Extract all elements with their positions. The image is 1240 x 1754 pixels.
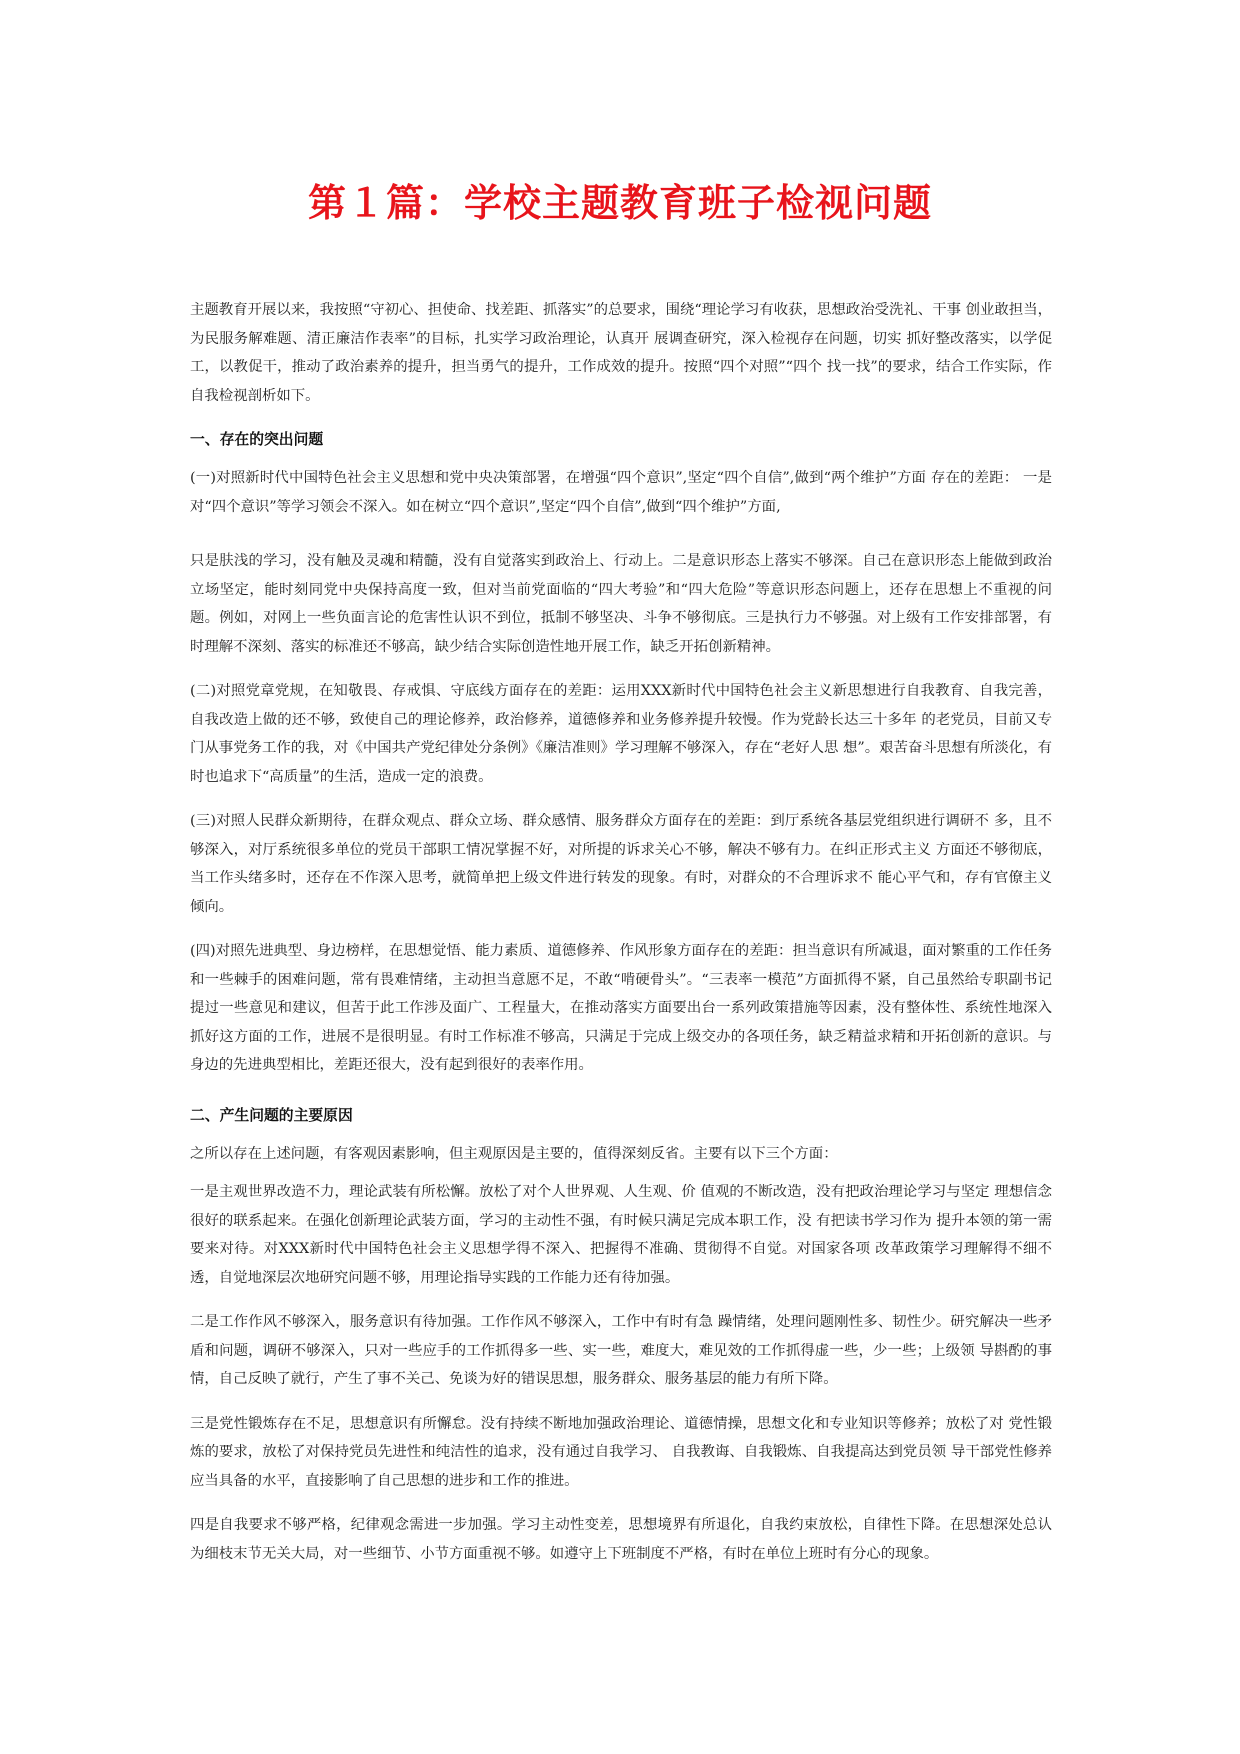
cause-paragraph-3: 三是党性锻炼存在不足，思想意识有所懈怠。没有持续不断地加强政治理论、道德情操，思想文化和专业知识等修养；放松了对 党性锻炼的要求，放松了对保持党员先进性和纯洁性的追求，没有通过自我学习、 自我教诲、自我锻炼、自我提高达到党员领 导干部党性修养应当具备的水平，直接影响了自己思想的进步和工作的推进。 bbox=[190, 1415, 1052, 1489]
document-title: 第１篇：学校主题教育班子检视问题 bbox=[307, 181, 932, 225]
cause-paragraph-1: 一是主观世界改造不力，理论武装有所松懈。放松了对个人世界观、人生观、价 值观的不断改造，没有把政治理论学习与坚定 理想信念很好的联系起来。在强化创新理论武装方面，学习的主动性不强，有时候只满足完成本职工作，没 有把读书学习作为 提升本领的第一需要来对待。对XXX新时代中国特色社会主义思想学得不深入、把握得不准确、贯彻得不自觉。对国家各项 改革政策学习理解得不细不透，自觉地深层次地研究问题不够，用理论指导实践的工作能力还有待加强。 bbox=[190, 1184, 1052, 1286]
document-body bbox=[190, 296, 1052, 1584]
cause-paragraph-4: 四是自我要求不够严格，纪律观念需进一步加强。学习主动性变差，思想境界有所退化，自我约束放松，自律性下降。在思想深处总认为细枝末节无关大局，对一些细节、小节方面重视不够。如遵守上下班制度不严格，有时在单位上班时有分心的现象。 bbox=[190, 1517, 1052, 1562]
problem-paragraph-1-continued: 只是肤浅的学习，没有触及灵魂和精髓，没有自觉落实到政治上、行动上。二是意识形态上落实不够深。自己在意识形态上能做到政治立场坚定，能时刻同党中央保持高度一致，但对当前党面临的“四大考验”和“四大危险”等意识形态问题上，还存在思想上不重视的问题。例如，对网上一些负面言论的危害性认识不到位，抵制不够坚决、斗争不够彻底。三是执行力不够强。对上级有工作安排部署，有时理解不深刻、落实的标准还不够高，缺少结合实际创造性地开展工作，缺乏开拓创新精神。 bbox=[190, 553, 1052, 655]
section-heading-problems: 一、存在的突出问题 bbox=[190, 431, 324, 448]
problem-paragraph-1: (一)对照新时代中国特色社会主义思想和党中央决策部署，在增强“四个意识”,坚定“四个自信”,做到“两个维护”方面 存在的差距： 一是对“四个意识”等学习领会不深入。如在树立“四个意识”,坚定“四个自信”,做到“四个维护”方面, bbox=[190, 470, 1052, 515]
problem-paragraph-3: (三)对照人民群众新期待，在群众观点、群众立场、群众感情、服务群众方面存在的差距：到厅系统各基层党组织进行调研不 多，且不够深入，对厅系统很多单位的党员干部职工情况掌握不好，对所提的诉求关心不够，解决不够有力。在纠正形式主义 方面还不够彻底，当工作头绪多时，还存在不作深入思考，就简单把上级文件进行转发的现象。有时，对群众的不合理诉求不 能心平气和，存有官僚主义倾向。 bbox=[190, 813, 1052, 915]
section-heading-causes: 二、产生问题的主要原因 bbox=[190, 1106, 353, 1124]
problem-paragraph-4: (四)对照先进典型、身边榜样，在思想觉悟、能力素质、道德修养、作风形象方面存在的差距：担当意识有所减退，面对繁重的工作任务和一些棘手的困难问题，常有畏难情绪，主动担当意愿不足，不敢“啃硬骨头”。“三表率一模范”方面抓得不紧，自己虽然给专职副书记提过一些意见和建议，但苦于此工作涉及面广、工程量大，在推动落实方面要出台一系列政策措施等因素，没有整体性、系统性地深入抓好这方面的工作，进展不是很明显。有时工作标准不够高，只满足于完成上级交办的各项任务，缺乏精益求精和开拓创新的意识。与身边的先进典型相比，差距还很大，没有起到很好的表率作用。 bbox=[190, 943, 1052, 1073]
cause-paragraph-2: 二是工作作风不够深入，服务意识有待加强。工作作风不够深入，工作中有时有急 躁情绪，处理问题刚性多、韧性少。研究解决一些矛盾和问题，调研不够深入，只对一些应手的工作抓得多一些、实一些，难度大，难见效的工作抓得虚一些，少一些；上级领 导斟酌的事情，自己反映了就行，产生了事不关己、免谈为好的错误思想，服务群众、服务基层的能力有所下降。 bbox=[190, 1314, 1052, 1387]
intro-paragraph: 主题教育开展以来，我按照“守初心、担使命、找差距、抓落实”的总要求，围绕“理论学习有收获，思想政治受洗礼、干事 创业敢担当，为民服务解难题、清正廉洁作表率”的目标，扎实学习政治理论，认真开 展调查研究，深入检视存在问题，切实 抓好整改落实，以学促工，以教促干，推动了政治素养的提升，担当勇气的提升，工作成效的提升。按照“四个对照”“四个 找一找”的要求，结合工作实际，作自我检视剖析如下。 bbox=[190, 302, 1052, 404]
causes-intro-paragraph: 之所以存在上述问题，有客观因素影响，但主观原因是主要的，值得深刻反省。主要有以下三个方面： bbox=[190, 1145, 838, 1162]
problem-paragraph-2: (二)对照党章党规，在知敬畏、存戒惧、守底线方面存在的差距：运用XXX新时代中国特色社会主义新思想进行自我教育、自我完善，自我改造上做的还不够，致使自己的理论修养，政治修养，道德修养和业务修养提升较慢。作为党龄长达三十多年 的老党员，目前又专门从事党务工作的我，对《中国共产党纪律处分条例》《廉洁准则》学习理解不够深入，存在“老好人思 想”。艰苦奋斗思想有所淡化，有时也追求下“高质量”的生活，造成一定的浪费。 bbox=[190, 683, 1052, 785]
